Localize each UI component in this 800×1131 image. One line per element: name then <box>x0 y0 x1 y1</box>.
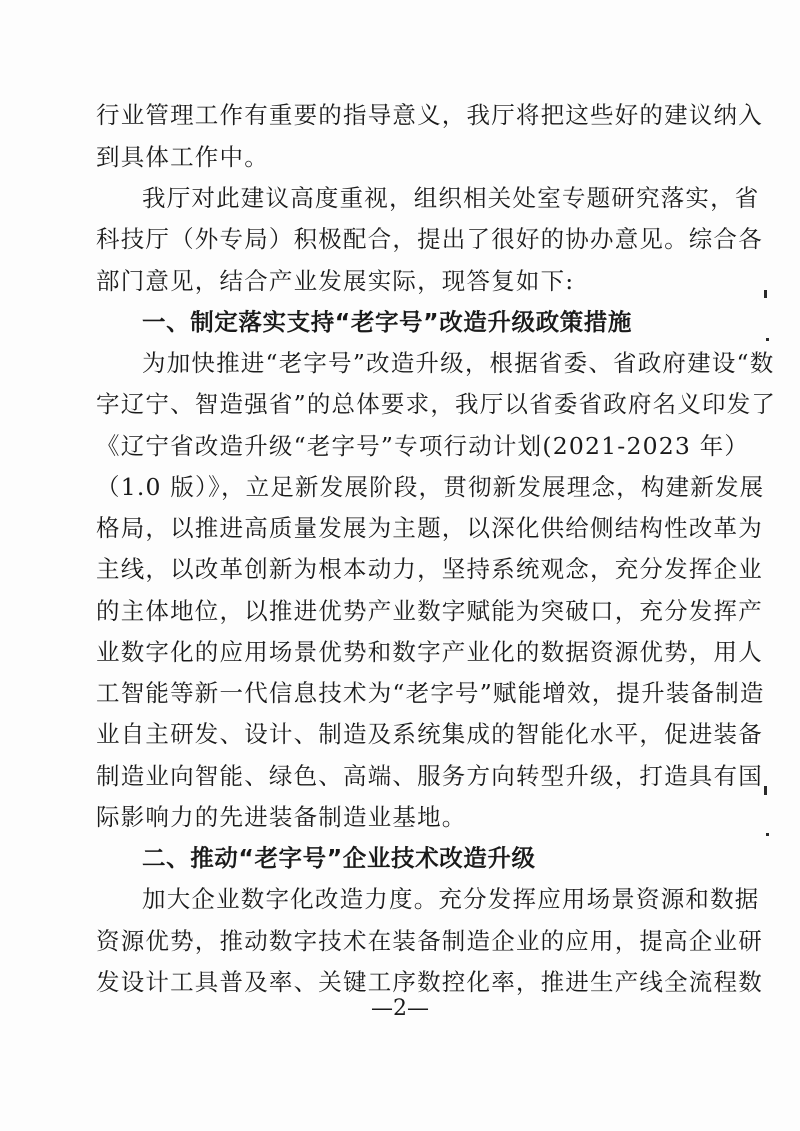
body-text-line: 到具体工作中。 <box>96 143 269 171</box>
body-text-line: 加大企业数字化改造力度。充分发挥应用场景资源和数据 <box>142 885 760 913</box>
body-text-line: 行业管理工作有重要的指导意义，我厅将把这些好的建议纳入 <box>96 101 763 129</box>
body-text-line: 业自主研发、设计、制造及系统集成的智能化水平，促进装备 <box>96 720 763 748</box>
section-heading-1: 一、制定落实支持“老字号”改造升级政策措施 <box>142 308 632 336</box>
body-text-line: 《辽宁省改造升级“老字号”专项行动计划(2021-2023 年） <box>96 432 750 460</box>
page-number: —2— <box>371 996 429 1021</box>
scan-speck <box>764 786 767 795</box>
body-text-line: 发设计工具普及率、关键工序数控化率，推进生产线全流程数 <box>96 968 763 996</box>
body-text-line: 为加快推进“老字号”改造升级，根据省委、省政府建设“数 <box>142 349 775 377</box>
body-text-line: 字辽宁、智造强省”的总体要求，我厅以省委省政府名义印发了 <box>96 390 777 418</box>
body-text-line: 主线，以改革创新为根本动力，坚持系统观念，充分发挥企业 <box>96 555 763 583</box>
body-text-line: 部门意见，结合产业发展实际，现答复如下: <box>96 267 575 295</box>
body-text-line: 格局，以推进高质量发展为主题，以深化供给侧结构性改革为 <box>96 514 763 542</box>
body-text-line: 际影响力的先进装备制造业基地。 <box>96 803 467 831</box>
body-text-line: 资源优势，推动数字技术在装备制造企业的应用，提高企业研 <box>96 927 763 955</box>
scan-speck <box>764 290 767 298</box>
body-text-line: 的主体地位，以推进优势产业数字赋能为突破口，充分发挥产 <box>96 597 763 625</box>
body-text-line: 业数字化的应用场景优势和数字产业化的数据资源优势，用人 <box>96 638 763 666</box>
body-text-line: 科技厅（外专局）积极配合，提出了很好的协办意见。综合各 <box>96 225 763 253</box>
section-heading-2: 二、推动“老字号”企业技术改造升级 <box>142 844 536 872</box>
body-text-line: 我厅对此建议高度重视，组织相关处室专题研究落实，省 <box>142 184 760 212</box>
body-text-line: 制造业向智能、绿色、高端、服务方向转型升级，打造具有国 <box>96 762 763 790</box>
scan-speck <box>766 338 769 341</box>
body-text-line: （1.0 版）》，立足新发展阶段，贯彻新发展理念，构建新发展 <box>96 473 765 501</box>
body-text-line: 工智能等新一代信息技术为“老字号”赋能增效，提升装备制造 <box>96 679 765 707</box>
scan-speck <box>766 833 769 836</box>
